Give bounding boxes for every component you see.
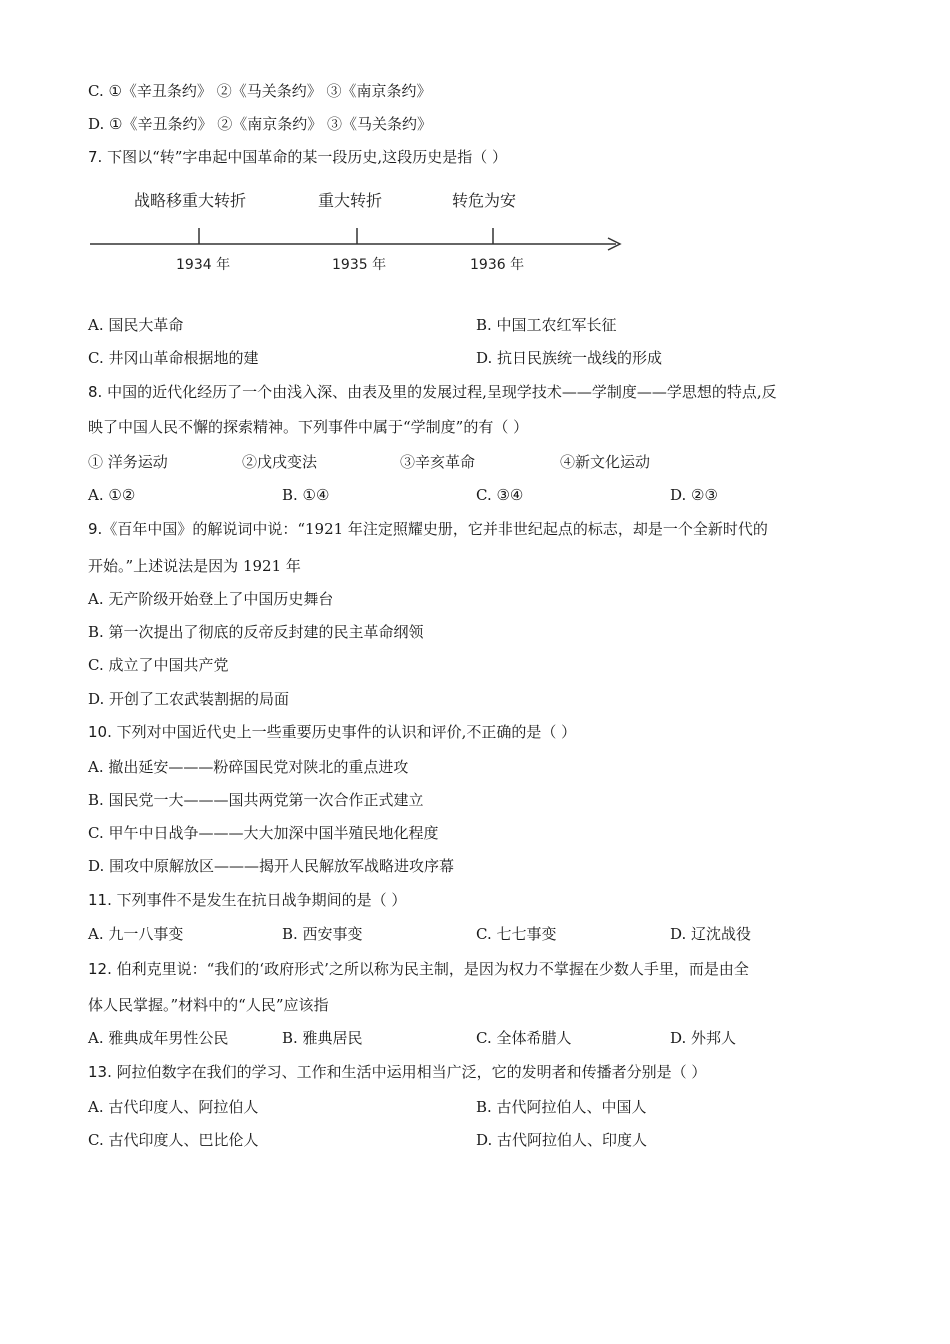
q8-option-b: B. ①④ xyxy=(282,486,330,504)
q9-stem-line1 xyxy=(88,518,768,540)
q10-stem xyxy=(88,721,576,743)
q12-number: 12. xyxy=(88,960,112,978)
q13-option-a: A. 古代印度人、阿拉伯人 xyxy=(88,1098,259,1116)
q8-option-a: A. ①② xyxy=(88,486,136,504)
q8-number: 8. xyxy=(88,383,103,401)
timeline-event-3: 转危为安 xyxy=(452,191,517,210)
q11-stem-text: 下列事件不是发生在抗日战争期间的是（ ） xyxy=(111,891,407,909)
q8-stem-line2: 映了中国人民不懈的探索精神。下列事件中属于“学制度”的有（ ） xyxy=(88,418,529,436)
q13-option-c: C. 古代印度人、巴比伦人 xyxy=(88,1131,259,1149)
q7-number: 7. xyxy=(88,148,103,166)
q11-option-b: B. 西安事变 xyxy=(282,925,363,943)
q11-option-a: A. 九一八事变 xyxy=(88,925,184,943)
q9-stem-line2: 开始。”上述说法是因为 1921 年 xyxy=(88,557,301,575)
q7-stem-text: 下图以“转”字串起中国革命的某一段历史,这段历史是指（ ） xyxy=(102,148,507,166)
q8-option-d: D. ②③ xyxy=(670,486,718,504)
timeline-year-1936: 1936 年 xyxy=(470,257,525,273)
q10-option-c: C. 甲午中日战争———大大加深中国半殖民地化程度 xyxy=(88,824,439,842)
q12-stem-line2: 体人民掌握。”材料中的“人民”应该指 xyxy=(88,996,329,1014)
q11-option-d: D. 辽沈战役 xyxy=(670,925,752,943)
q7-stem xyxy=(88,146,507,168)
q8-stem-line1 xyxy=(88,381,777,403)
timeline-year-1935: 1935 年 xyxy=(332,257,387,273)
q13-option-d: D. 古代阿拉伯人、印度人 xyxy=(476,1131,648,1149)
q12-stem-text: 伯利克里说：“我们的‘政府形式’之所以称为民主制，是因为权力不掌握在少数人手里，而是由全 xyxy=(111,960,749,978)
q12-option-a: A. 雅典成年男性公民 xyxy=(88,1029,229,1047)
q9-option-b: B. 第一次提出了彻底的反帝反封建的民主革命纲领 xyxy=(88,623,424,641)
q7-option-a: A. 国民大革命 xyxy=(88,316,184,334)
q13-option-b: B. 古代阿拉伯人、中国人 xyxy=(476,1098,647,1116)
q11-option-c: C. 七七事变 xyxy=(476,925,557,943)
q7-option-c: C. 井冈山革命根据地的建 xyxy=(88,349,259,367)
q10-option-b: B. 国民党一大———国共两党第一次合作正式建立 xyxy=(88,791,424,809)
q9-number: 9. xyxy=(88,520,103,538)
q8-stem-text: 中国的近代化经历了一个由浅入深、由表及里的发展过程,呈现学技术——学制度——学思想的特点,反 xyxy=(102,383,777,401)
q8-item-1: ① 洋务运动 xyxy=(88,453,168,471)
q8-item-2: ②戊戌变法 xyxy=(242,453,318,471)
timeline-event-2: 重大转折 xyxy=(318,191,383,210)
q11-stem xyxy=(88,889,406,911)
q10-number: 10. xyxy=(88,723,112,741)
q7-timeline xyxy=(88,180,648,280)
q10-stem-text: 下列对中国近代史上一些重要历史事件的认识和评价,不正确的是（ ） xyxy=(111,723,577,741)
q7-option-d: D. 抗日民族统一战线的形成 xyxy=(476,349,663,367)
q9-option-c: C. 成立了中国共产党 xyxy=(88,656,229,674)
q13-stem xyxy=(88,1061,706,1083)
q8-item-4: ④新文化运动 xyxy=(560,453,651,471)
q12-option-b: B. 雅典居民 xyxy=(282,1029,363,1047)
q8-option-c: C. ③④ xyxy=(476,486,524,504)
q10-option-a: A. 撤出延安———粉碎国民党对陕北的重点进攻 xyxy=(88,758,409,776)
q11-number: 11. xyxy=(88,891,112,909)
timeline-event-1: 战略移重大转折 xyxy=(134,191,247,210)
q13-number: 13. xyxy=(88,1063,112,1081)
timeline-year-1934: 1934 年 xyxy=(176,257,231,273)
q12-option-d: D. 外邦人 xyxy=(670,1029,737,1047)
q9-stem-text: 《百年中国》的解说词中说：“1921 年注定照耀史册，它并非世纪起点的标志，却是一个全新时代的 xyxy=(102,520,768,538)
q13-stem-text: 阿拉伯数字在我们的学习、工作和生活中运用相当广泛，它的发明者和传播者分别是（ ） xyxy=(111,1063,707,1081)
q7-option-b: B. 中国工农红军长征 xyxy=(476,316,617,334)
q9-option-a: A. 无产阶级开始登上了中国历史舞台 xyxy=(88,590,334,608)
q12-stem-line1 xyxy=(88,958,749,980)
q10-option-d: D. 围攻中原解放区———揭开人民解放军战略进攻序幕 xyxy=(88,857,455,875)
q6-option-c: C. ①《辛丑条约》 ②《马关条约》 ③《南京条约》 xyxy=(88,82,432,100)
q12-option-c: C. 全体希腊人 xyxy=(476,1029,572,1047)
q8-item-3: ③辛亥革命 xyxy=(400,453,476,471)
q6-option-d: D. ①《辛丑条约》 ②《南京条约》 ③《马关条约》 xyxy=(88,115,433,133)
q9-option-d: D. 开创了工农武装割据的局面 xyxy=(88,690,290,708)
